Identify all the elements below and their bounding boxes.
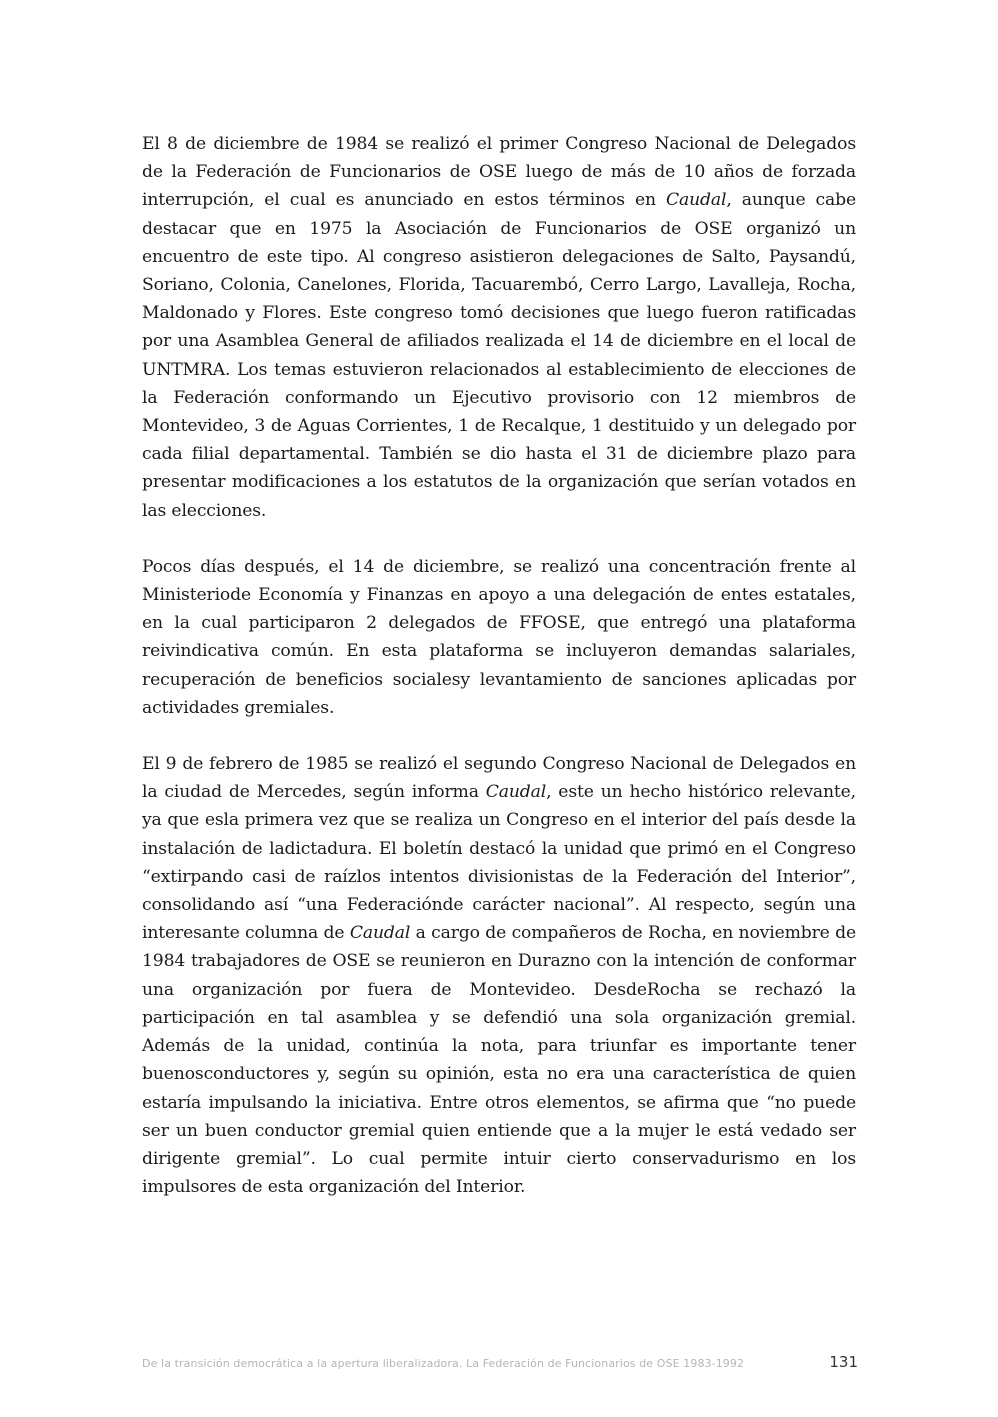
publication-title-caudal: Caudal [485,782,547,803]
paragraph-segment: a cargo de compañeros de Rocha, en noviembre de 1984 trabajadores de OSE se reunieron en Durazno con la intención de conformar una organización por fuera de Montevideo. DesdeRocha se rechazó la participación en tal asamblea y se defendió una sola organización gremial. Además de la unidad, continúa la nota, para triunfar es importante tener buenosconductores y, según su opinión, esta no era una característica de quien estaría impulsando la iniciativa. Entre otros elementos, se afirma que “no puede ser un buen conductor gremial quien entiende que a la mujer le está vedado ser dirigente gremial”. Lo cual permite intuir cierto conservadurismo en los impulsores de esta organización del Interior. [142,923,856,1198]
body-text [142,130,856,1229]
paragraph-segment: El 9 de febrero de 1985 se realizó el segundo Congreso Nacional de Delegados en la ciudad de Mercedes, según informa [142,754,856,803]
paragraph-segment: , este un hecho histórico relevante, ya que esla primera vez que se realiza un Congreso en el interior del país desde la instalación de ladictadura. El boletín destacó la unidad que primó en el Congreso “extirpando casi de raízlos intentos divisionistas de la Federación del Interior”, consolidando así “una Federaciónde carácter nacional”. Al respecto, según una interesante columna de [142,782,856,944]
paragraph [142,750,856,1201]
paragraph-segment: Pocos días después, el 14 de diciembre, se realizó una concentración frente al Ministeriode Economía y Finanzas en apoyo a una delegación de entes estatales, en la cual participaron 2 delegados de FFOSE, que entregó una plataforma reivindicativa común. En esta plataforma se incluyeron demandas salariales, recuperación de beneficios socialesy levantamiento de sanciones aplicadas por actividades gremiales. [142,556,856,718]
paragraph [142,130,856,525]
publication-title-caudal: Caudal [666,190,727,211]
paragraph [142,553,856,722]
publication-title-caudal: Caudal [349,923,411,944]
page-footer [142,1353,858,1375]
page-number: 131 [829,1353,858,1371]
paragraph-segment: , aunque cabe destacar que en 1975 la Asociación de Funcionarios de OSE organizó un encuentro de este tipo. Al congreso asistieron delegaciones de Salto, Paysandú, Soriano, Colonia, Canelones, Florida, Tacuarembó, Cerro Largo, Lavalleja, Rocha, Maldonado y Flores. Este congreso tomó decisiones que luego fueron ratificadas por una Asamblea General de afiliados realizada el 14 de diciembre en el local de UNTMRA. Los temas estuvieron relacionados al establecimiento de elecciones de la Federación conformando un Ejecutivo provisorio con 12 miembros de Montevideo, 3 de Aguas Corrientes, 1 de Recalque, 1 destituido y un delegado por cada filial departamental. También se dio hasta el 31 de diciembre plazo para presentar modificaciones a los estatutos de la organización que serían votados en las elecciones. [142,190,857,521]
running-footer-title: De la transición democrática a la apertura liberalizadora. La Federación de Funcionarios de OSE 1983-1992 [142,1357,745,1370]
paragraph-segment: El 8 de diciembre de 1984 se realizó el primer Congreso Nacional de Delegados de la Federación de Funcionarios de OSE luego de más de 10 años de forzada interrupción, el cual es anunciado en estos términos en [142,134,856,211]
